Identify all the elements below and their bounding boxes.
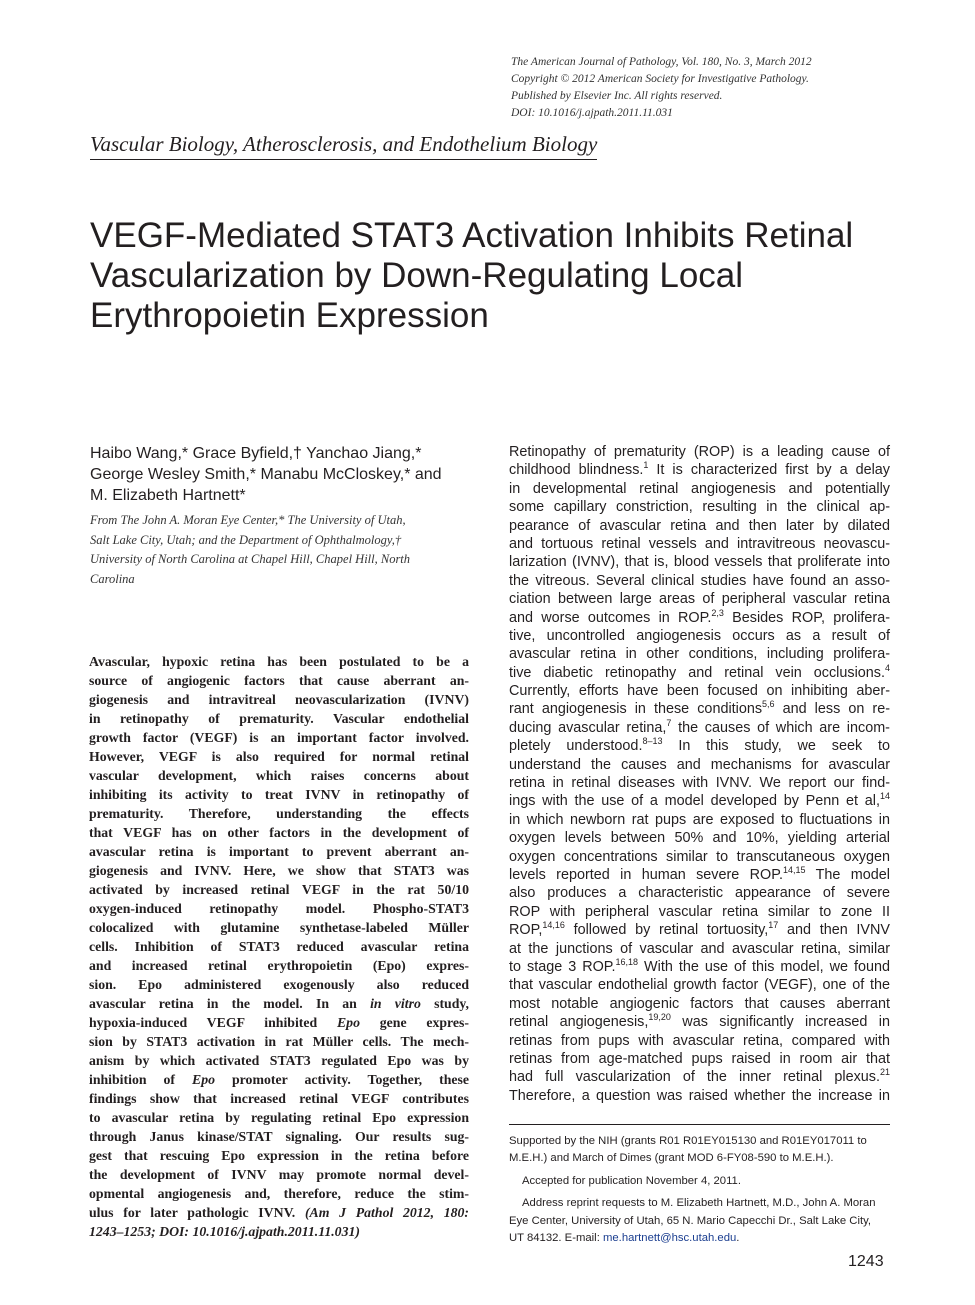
body-line <box>509 737 890 755</box>
body-text-segment: at the junctions of vascular and avascular retina, similar <box>509 940 890 957</box>
body-text-segment: Currently, efforts have been focused on inhibiting aber- <box>509 683 890 700</box>
body-text-segment: most notable angiogenic factors that causes aberrant <box>509 995 890 1012</box>
title-line: Erythropoietin Expression <box>90 296 489 335</box>
body-line <box>509 443 890 461</box>
body-text-segment: followed by retinal tortuosity, <box>564 922 769 939</box>
citation-superscript[interactable]: 14,15 <box>782 864 806 875</box>
body-text-segment: With the use of this model, we found <box>638 958 890 975</box>
abstract-line: gest that rescuing Epo expression in the retina before <box>89 1148 469 1163</box>
affiliation <box>90 511 470 589</box>
body-text-segment: rant angiogenesis in these conditions <box>509 701 763 718</box>
abstract-italic-term: Epo <box>192 1072 216 1087</box>
body-text-segment: levels reported in human severe ROP. <box>509 866 783 883</box>
body-line <box>509 829 890 847</box>
author-line: M. Elizabeth Hartnett* <box>90 487 246 504</box>
affiliation-line: From The John A. Moran Eye Center,* The University of Utah, <box>90 513 406 527</box>
abstract-line: vascular development, which raises concerns about <box>89 768 469 783</box>
body-text-segment: retinas from age-matched pups raised in room air that <box>509 1050 890 1067</box>
abstract-line: avascular retina is important to prevent aberrant an- <box>89 844 469 859</box>
abstract-line: However, VEGF is also required for normal retinal <box>89 749 469 764</box>
body-line <box>509 811 890 829</box>
page-number: 1243 <box>848 1253 884 1270</box>
body-line <box>509 848 890 866</box>
abstract-line: oxygen-induced retinopathy model. Phospho-STAT3 <box>89 901 469 916</box>
body-line <box>509 517 890 535</box>
body-line <box>509 774 890 792</box>
body-text-segment: larization (IVNV), that is, blood vessels that proliferate into <box>509 554 890 571</box>
body-text-segment: in which newborn rat pups are exposed to fluctuations in <box>509 811 890 828</box>
body-text-segment: In this study, we seek to <box>662 738 890 755</box>
title-line: VEGF-Mediated STAT3 Activation Inhibits Retinal <box>90 216 854 255</box>
body-text-segment: the causes of which are incom- <box>671 719 890 736</box>
body-text-segment: and worse outcomes in ROP. <box>509 609 712 626</box>
body-text-segment: ROP with peripheral vascular retina similar to zone II <box>509 903 890 920</box>
abstract-line: cells. Inhibition of STAT3 reduced avascular retina <box>89 939 469 954</box>
email-link[interactable]: me.hartnett@hsc.utah.edu <box>602 1232 737 1245</box>
journal-citation-line: The American Journal of Pathology, Vol. 180, No. 3, March 2012 <box>511 56 812 68</box>
abstract-line <box>89 1222 469 1241</box>
citation-superscript[interactable]: 21 <box>879 1067 890 1078</box>
abstract-line: source of angiogenic factors that cause aberrant an- <box>89 673 469 688</box>
body-text-segment: tive diabetic retinopathy and retinal vein occlusions. <box>509 664 885 681</box>
body-line <box>509 609 890 627</box>
abstract-line: in retinopathy of prematurity. Vascular endothelial <box>89 711 469 726</box>
body-text-segment: understand the causes and mechanisms for avascular <box>509 756 890 773</box>
body-line <box>509 719 890 737</box>
body-text-segment: that vascular endothelial growth factor (VEGF), one of the <box>509 977 890 994</box>
body-line <box>509 976 890 994</box>
citation-superscript[interactable]: 14 <box>879 791 890 802</box>
citation-superscript[interactable]: 8–13 <box>642 736 663 747</box>
body-text-segment: oxygen levels between 50% and 10%, yielding arterial <box>509 830 890 847</box>
introduction-text <box>509 443 890 1105</box>
body-text-segment: in developmental retinal angiogenesis and potentially <box>509 480 890 497</box>
body-text-segment: also produces a characteristic appearance of severe <box>509 885 890 902</box>
footnote-divider <box>509 1124 890 1125</box>
body-text-segment: Therefore, a question was raised whether the increase in <box>509 1087 890 1104</box>
abstract-line: ulus for later pathologic IVNV. (Am J Pathol 2012, 180: <box>89 1205 470 1220</box>
body-line <box>509 1068 890 1086</box>
body-text-segment: oxygen concentrations similar to transcutaneous oxygen <box>509 848 890 865</box>
body-text-segment: the vitreous. Several clinical studies have found an asso- <box>509 572 890 589</box>
citation-superscript[interactable]: 19,20 <box>648 1012 671 1023</box>
abstract-line: and increased retinal erythropoietin (Epo) expres- <box>89 958 469 973</box>
accepted-date-note: Accepted for publication November 4, 2011. <box>522 1174 741 1187</box>
abstract <box>89 652 469 1241</box>
reprint-note-line: Eye Center, University of Utah, 65 N. Mario Capecchi Dr., Salt Lake City, <box>509 1214 872 1227</box>
body-line <box>509 903 890 921</box>
body-line <box>509 884 890 902</box>
body-text-segment: ROP, <box>509 922 543 939</box>
body-text-segment: pletely understood. <box>509 738 643 755</box>
body-text-segment: some capillary constriction, resulting in the clinical ap- <box>509 499 890 516</box>
affiliation-line: University of North Carolina at Chapel Hill, Chapel Hill, North <box>90 552 411 566</box>
body-line <box>509 921 890 939</box>
citation-superscript[interactable]: 7 <box>666 717 672 728</box>
body-text-segment: retinal angiogenesis, <box>509 1014 649 1031</box>
body-line <box>509 995 890 1013</box>
abstract-line: growth factor (VEGF) is an important factor involved. <box>89 730 469 745</box>
affiliation-line: Carolina <box>90 571 135 586</box>
body-line <box>509 866 890 884</box>
abstract-italic-term: in vitro <box>370 996 421 1011</box>
abstract-line: inhibiting its activity to treat IVNV in retinopathy of <box>89 787 469 802</box>
abstract-line: inhibition of Epo promoter activity. Together, these <box>89 1072 469 1087</box>
abstract-line: sion. Epo administered exogenously also reduced <box>89 977 469 992</box>
body-line <box>509 645 890 663</box>
affiliation-line: Salt Lake City, Utah; and the Department of Ophthalmology,† <box>90 532 402 547</box>
body-line <box>509 940 890 958</box>
funding-note-line: M.E.H.) and March of Dimes (grant MOD 6-FY08-590 to M.E.H.). <box>509 1152 834 1165</box>
journal-citation <box>511 54 951 122</box>
body-line <box>509 1087 890 1105</box>
body-line <box>509 590 890 608</box>
body-text-segment: The model <box>805 866 890 883</box>
body-text-segment: tive, uncontrolled angiogenesis occurs as a result of <box>509 627 890 644</box>
publisher-line: Published by Elsevier Inc. All rights reserved. <box>511 90 723 102</box>
body-line <box>509 627 890 645</box>
body-line <box>509 572 890 590</box>
body-text-segment: and then IVNV <box>778 922 891 939</box>
citation-superscript[interactable]: 14,16 <box>542 920 565 931</box>
citation-superscript[interactable]: 1 <box>643 460 649 471</box>
reprint-note-line <box>509 1230 890 1247</box>
abstract-line: findings show that increased retinal VEGF contributes <box>89 1091 469 1106</box>
section-heading: Vascular Biology, Atherosclerosis, and Endothelium Biology <box>90 132 597 160</box>
citation-superscript[interactable]: 5,6 <box>762 699 775 710</box>
reprint-end-text: . <box>736 1232 740 1245</box>
abstract-line: Avascular, hypoxic retina has been postulated to be a <box>89 654 469 669</box>
abstract-line: that VEGF has on other factors in the development of <box>89 825 469 840</box>
body-line <box>509 1032 890 1050</box>
abstract-line: hypoxia-induced VEGF inhibited Epo gene expres- <box>89 1015 470 1030</box>
body-line <box>509 535 890 553</box>
reprint-note-line: Address reprint requests to M. Elizabeth Hartnett, M.D., John A. Moran <box>522 1197 876 1210</box>
body-text-segment: retinas from pups with avascular retina, compared with <box>509 1032 890 1049</box>
body-line <box>509 958 890 976</box>
body-text-segment: and tortuous retinal vessels and intravitreous neovascu- <box>509 535 890 552</box>
body-text-segment: and less on re- <box>774 701 890 718</box>
article-title <box>90 216 890 336</box>
citation-superscript[interactable]: 17 <box>768 920 779 931</box>
body-text-segment: pearance of avascular retina and then later by dilated <box>509 517 890 534</box>
copyright-line: Copyright © 2012 American Society for Investigative Pathology. <box>511 73 809 85</box>
body-text-segment: ings with the use of a model developed by Penn et al, <box>509 793 880 810</box>
reprint-address-text: UT 84132. E-mail: <box>509 1232 603 1245</box>
abstract-line: sion by STAT3 activation in rat Müller cells. The mech- <box>89 1034 469 1049</box>
citation-superscript[interactable]: 4 <box>884 662 890 673</box>
funding-note-line: Supported by the NIH (grants R01 R01EY015130 and R01EY017011 to <box>509 1135 867 1147</box>
abstract-line: prematurity. Therefore, understanding the effects <box>89 806 469 821</box>
body-text-segment: ciation between large areas of peripheral vascular retina <box>509 591 890 608</box>
body-text-segment: had full vascularization of the inner retinal plexus. <box>509 1069 880 1086</box>
body-text-segment: to stage 3 ROP. <box>509 958 616 975</box>
abstract-line: the development of IVNV may promote normal devel- <box>89 1167 469 1182</box>
body-line <box>509 792 890 810</box>
author-line: Haibo Wang,* Grace Byfield,† Yanchao Jiang,* <box>90 445 422 462</box>
abstract-line: avascular retina in the model. In an in vitro study, <box>89 996 469 1011</box>
abstract-line: through Janus kinase/STAT signaling. Our results sug- <box>89 1129 469 1144</box>
body-line <box>509 1013 890 1031</box>
abstract-line: activated by increased retinal VEGF in the rat 50/10 <box>89 882 469 897</box>
body-line <box>509 756 890 774</box>
abstract-line: opmental angiogenesis and, therefore, reduce the stim- <box>89 1186 469 1201</box>
body-text-segment: retina in retinal diseases with IVNV. We report our find- <box>509 775 890 792</box>
abstract-italic-term: (Am J Pathol 2012, 180: <box>304 1205 470 1220</box>
abstract-italic-term: Epo <box>336 1015 360 1030</box>
body-text-segment: childhood blindness. <box>509 462 644 479</box>
citation-superscript[interactable]: 2,3 <box>711 607 724 618</box>
author-line: George Wesley Smith,* Manabu McCloskey,* and <box>90 466 442 483</box>
body-text-segment: ducing avascular retina, <box>509 719 667 736</box>
body-line <box>509 700 890 718</box>
abstract-line: giogenesis and intravitreal neovascularization (IVNV) <box>89 692 469 707</box>
body-line <box>509 553 890 571</box>
body-text-segment: Besides ROP, prolifera- <box>723 609 890 626</box>
abstract-line: anism by which activated STAT3 regulated Epo was by <box>89 1053 469 1068</box>
body-line <box>509 480 890 498</box>
abstract-line: giogenesis and IVNV. Here, we show that STAT3 was <box>89 863 469 878</box>
body-line <box>509 682 890 700</box>
title-line: Vascularization by Down-Regulating Local <box>90 256 744 295</box>
abstract-line: to avascular retina by regulating retinal Epo expression <box>89 1110 469 1125</box>
doi-line: DOI: 10.1016/j.ajpath.2011.11.031 <box>511 107 673 119</box>
body-line <box>509 498 890 516</box>
abstract-line: colocalized with glutamine synthetase-labeled Müller <box>89 920 469 935</box>
citation-superscript[interactable]: 16,18 <box>615 956 639 967</box>
body-text-segment: was significantly increased in <box>670 1014 890 1031</box>
body-line <box>509 461 890 479</box>
body-text-segment: avascular retina in other conditions, including prolifera- <box>509 646 890 663</box>
abstract-italic-term: 1243–1253; DOI: 10.1016/j.ajpath.2011.11.031) <box>89 1224 360 1239</box>
author-list <box>90 443 480 506</box>
body-text-segment: Retinopathy of prematurity (ROP) is a leading cause of <box>509 444 890 460</box>
body-line <box>509 664 890 682</box>
body-text-segment: It is characterized first by a delay <box>648 462 890 479</box>
footnotes <box>509 1133 890 1247</box>
body-line <box>509 1050 890 1068</box>
